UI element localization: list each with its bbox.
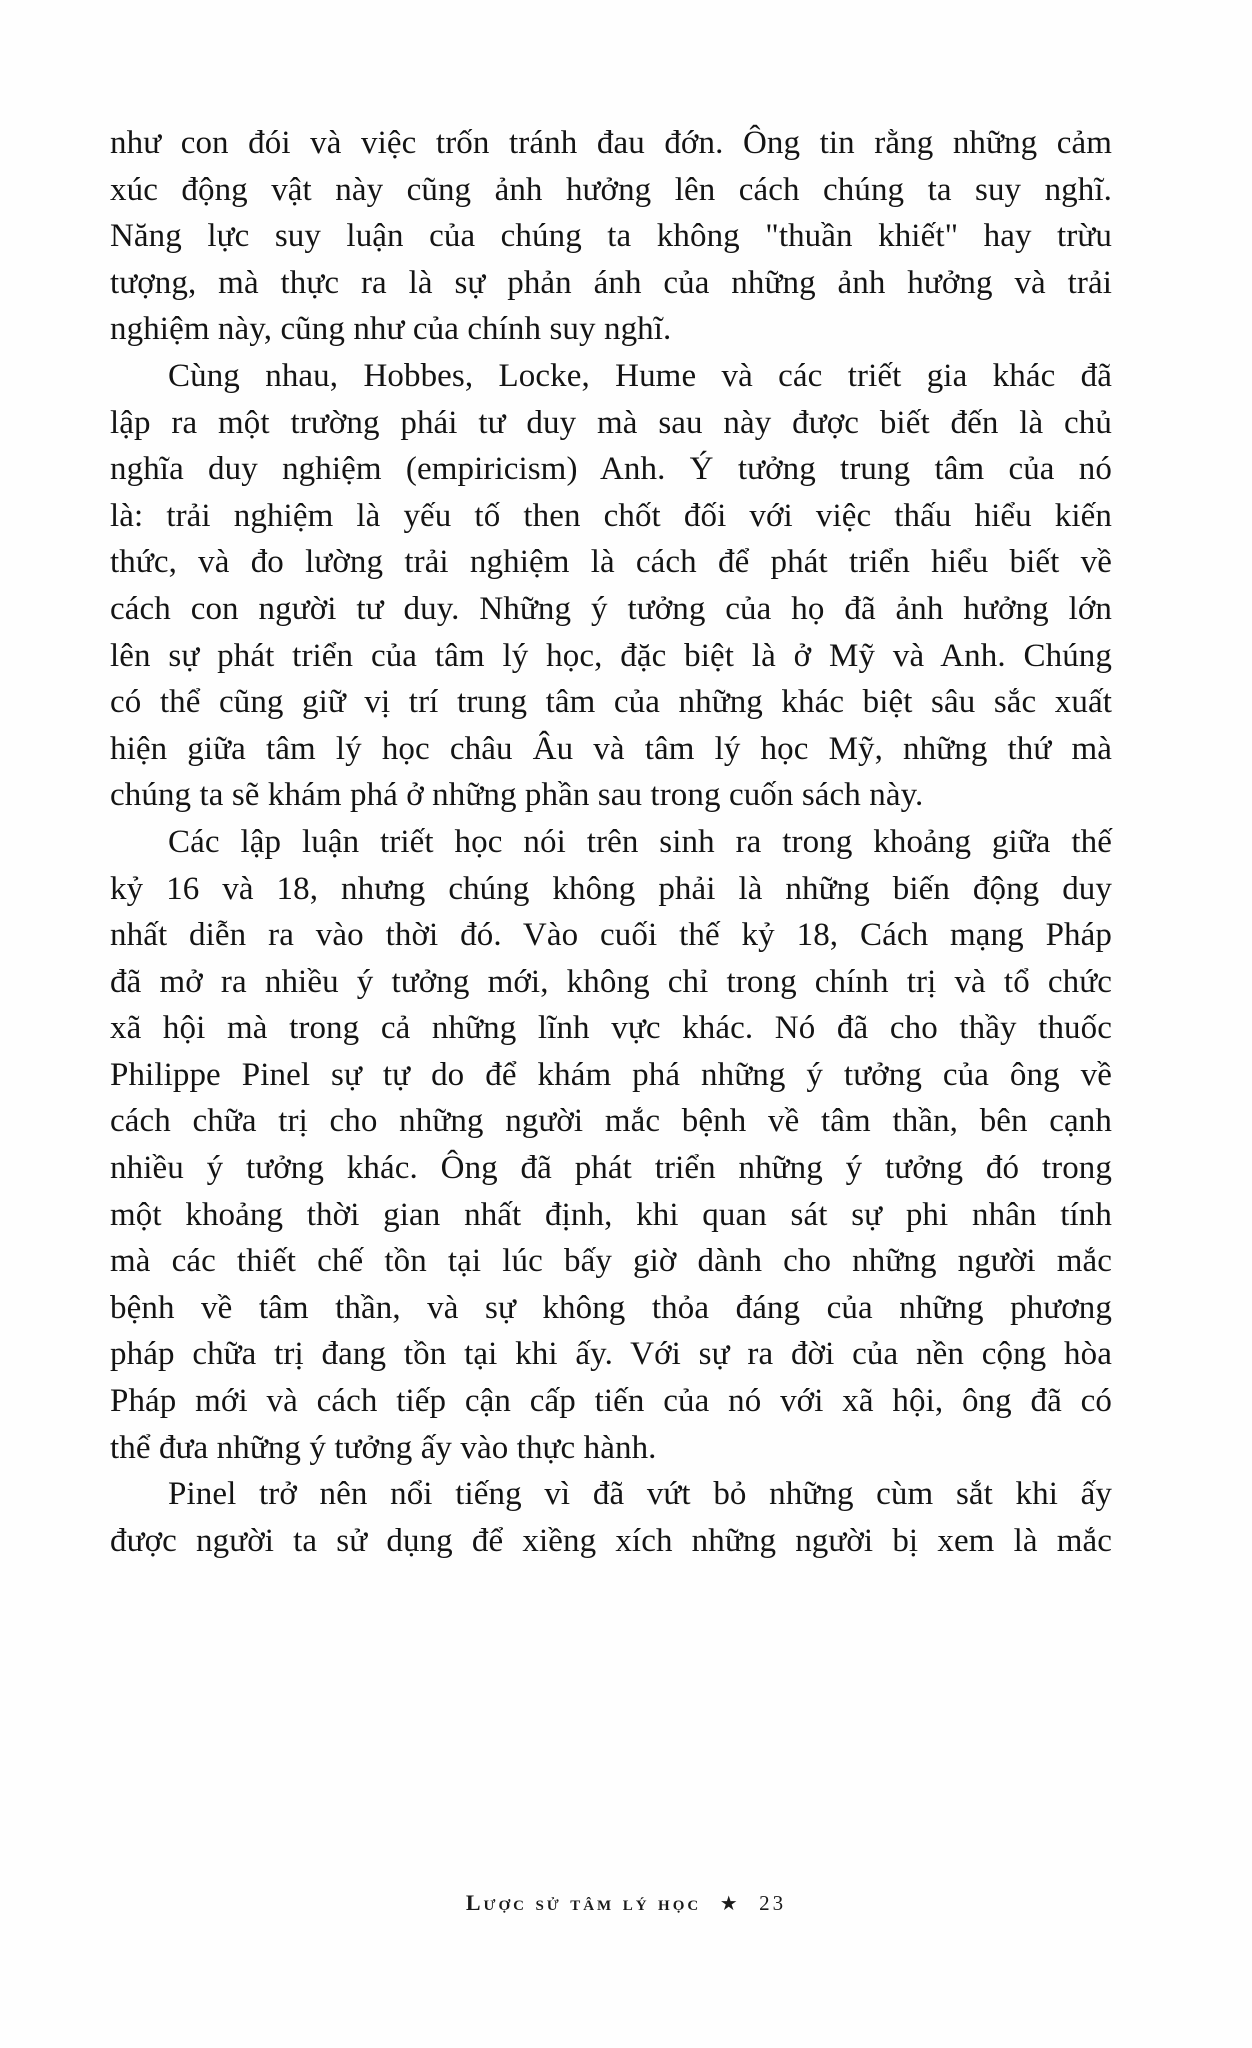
page-footer [0, 1890, 1252, 1916]
text-line: lập ra một trường phái tư duy mà sau này được biết đến là chủ [110, 404, 1112, 441]
paragraph [110, 120, 1112, 353]
text-line: cách con người tư duy. Những ý tưởng của họ đã ảnh hưởng lớn [110, 590, 1112, 627]
body-text [110, 120, 1112, 1564]
text-line: thể đưa những ý tưởng ấy vào thực hành. [110, 1429, 657, 1466]
text-line: đã mở ra nhiều ý tưởng mới, không chỉ trong chính trị và tổ chức [110, 963, 1112, 1000]
text-line: có thể cũng giữ vị trí trung tâm của những khác biệt sâu sắc xuất [110, 684, 1112, 721]
text-line: mà các thiết chế tồn tại lúc bấy giờ dành cho những người mắc [110, 1243, 1112, 1280]
text-line: bệnh về tâm thần, và sự không thỏa đáng của những phương [110, 1289, 1112, 1326]
text-line: cách chữa trị cho những người mắc bệnh về tâm thần, bên cạnh [110, 1103, 1112, 1140]
paragraph [110, 1471, 1112, 1564]
text-line: nghiệm này, cũng như của chính suy nghĩ. [110, 311, 672, 348]
text-line: như con đói và việc trốn tránh đau đớn. Ông tin rằng những cảm [110, 125, 1112, 161]
text-line: nhiều ý tưởng khác. Ông đã phát triển những ý tưởng đó trong [110, 1150, 1112, 1187]
text-line: Philippe Pinel sự tự do để khám phá những ý tưởng của ông về [110, 1056, 1112, 1093]
text-line: là: trải nghiệm là yếu tố then chốt đối với việc thấu hiểu kiến [110, 497, 1112, 534]
running-title: Lược sử tâm lý học [465, 1890, 702, 1915]
text-line: lên sự phát triển của tâm lý học, đặc biệt là ở Mỹ và Anh. Chúng [110, 637, 1112, 674]
star-icon: ★ [719, 1893, 741, 1915]
text-line: xúc động vật này cũng ảnh hưởng lên cách chúng ta suy nghĩ. [110, 171, 1112, 208]
text-line: nhất diễn ra vào thời đó. Vào cuối thế kỷ 18, Cách mạng Pháp [110, 917, 1112, 954]
text-line: nghĩa duy nghiệm (empiricism) Anh. Ý tưởng trung tâm của nó [110, 451, 1112, 488]
paragraph [110, 353, 1112, 819]
text-line: hiện giữa tâm lý học châu Âu và tâm lý học Mỹ, những thứ mà [110, 730, 1112, 767]
text-line: Năng lực suy luận của chúng ta không "thuần khiết" hay trừu [110, 218, 1112, 255]
paragraph [110, 819, 1112, 1471]
text-line: được người ta sử dụng để xiềng xích những người bị xem là mắc [110, 1522, 1112, 1559]
text-line: Các lập luận triết học nói trên sinh ra trong khoảng giữa thế [168, 823, 1112, 860]
text-line: pháp chữa trị đang tồn tại khi ấy. Với sự ra đời của nền cộng hòa [110, 1336, 1112, 1373]
text-line: một khoảng thời gian nhất định, khi quan sát sự phi nhân tính [110, 1196, 1112, 1233]
text-line: kỷ 16 và 18, nhưng chúng không phải là những biến động duy [110, 870, 1112, 907]
text-line: xã hội mà trong cả những lĩnh vực khác. Nó đã cho thầy thuốc [110, 1010, 1112, 1047]
text-line: tượng, mà thực ra là sự phản ánh của những ảnh hưởng và trải [110, 264, 1112, 301]
text-line: thức, và đo lường trải nghiệm là cách để phát triển hiểu biết về [110, 544, 1112, 581]
text-line: Cùng nhau, Hobbes, Locke, Hume và các triết gia khác đã [168, 357, 1112, 394]
text-line: Pháp mới và cách tiếp cận cấp tiến của nó với xã hội, ông đã có [110, 1383, 1112, 1420]
text-line: Pinel trở nên nổi tiếng vì đã vứt bỏ những cùm sắt khi ấy [168, 1476, 1112, 1513]
text-line: chúng ta sẽ khám phá ở những phần sau trong cuốn sách này. [110, 777, 924, 814]
page-number: 23 [759, 1891, 787, 1915]
